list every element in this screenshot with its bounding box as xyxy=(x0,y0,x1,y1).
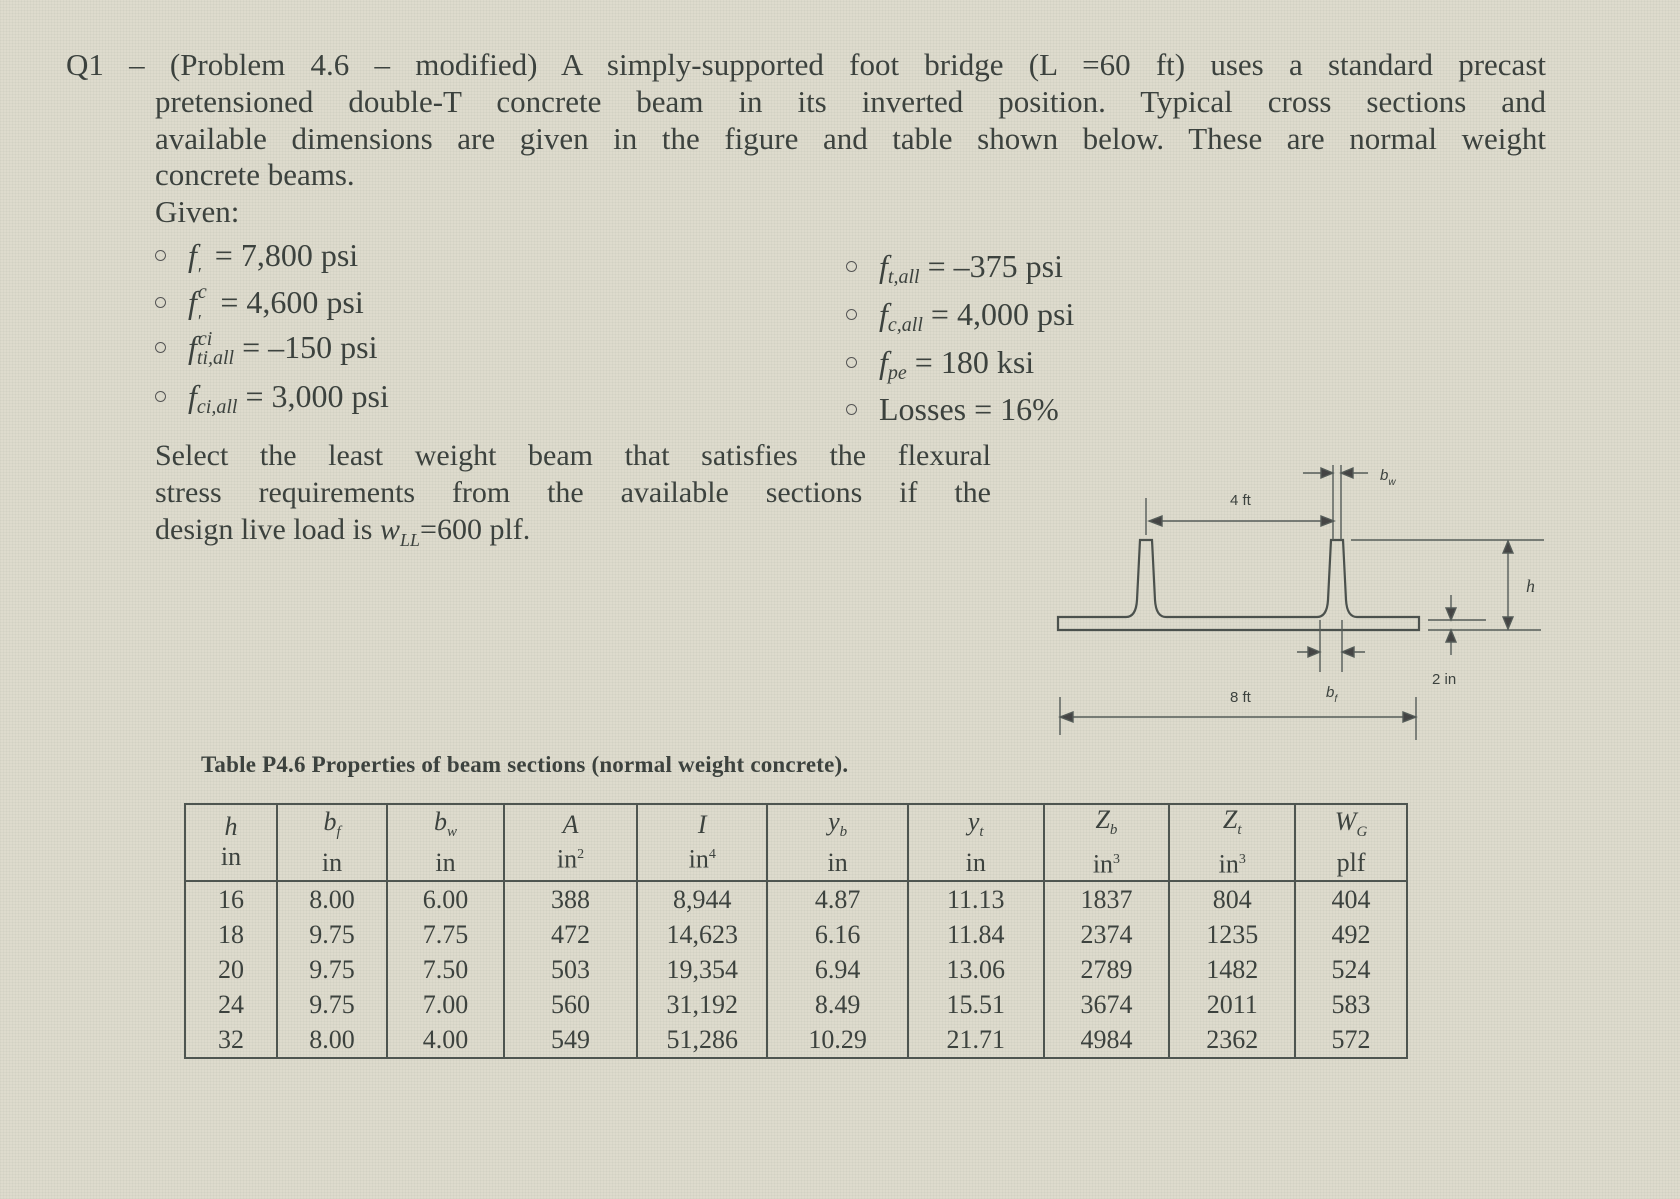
header-unit: in xyxy=(321,847,343,877)
table-cell: 9.75 xyxy=(277,917,387,952)
header-unit: in xyxy=(556,844,578,874)
dimension-label-bw: $b_w$ xyxy=(1380,467,1396,488)
header-symbol: A xyxy=(562,810,579,840)
dimension-label-bf: $b_f$ xyxy=(1326,684,1338,705)
dimension-label-2in: 2 in xyxy=(1432,671,1457,688)
column-header xyxy=(1044,804,1170,881)
variable-symbol: f xyxy=(879,296,888,332)
header-subscript: t xyxy=(1237,822,1242,839)
given-value: = 4,600 psi xyxy=(220,284,364,320)
table-cell: 472 xyxy=(504,917,637,952)
table-cell: 51,286 xyxy=(637,1022,767,1058)
header-subscript: G xyxy=(1356,824,1368,841)
table-cell: 14,623 xyxy=(637,917,767,952)
header-subscript: b xyxy=(839,824,848,841)
table-cell: 549 xyxy=(504,1022,637,1058)
table-cell: 2362 xyxy=(1169,1022,1295,1058)
table-cell: 15.51 xyxy=(908,987,1044,1022)
header-symbol: W xyxy=(1334,807,1357,837)
live-load-symbol: w xyxy=(379,513,400,546)
header-symbol: b xyxy=(434,807,447,837)
table-row xyxy=(185,1022,1407,1058)
column-header xyxy=(277,804,387,881)
table-cell: 13.06 xyxy=(908,952,1044,987)
instruction-text: design live load is xyxy=(155,513,380,546)
table-cell: 6.00 xyxy=(387,881,504,917)
header-symbol: b xyxy=(323,807,337,837)
table-cell: 6.94 xyxy=(767,952,908,987)
table-caption: Table P4.6 Properties of beam sections (normal weight concrete). xyxy=(201,752,849,777)
variable-symbol: f xyxy=(188,237,197,273)
table-cell: 9.75 xyxy=(277,952,387,987)
column-header xyxy=(1169,804,1295,881)
table-cell: 6.16 xyxy=(767,917,908,952)
live-load-subscript: LL xyxy=(400,530,421,550)
header-subscript: t xyxy=(979,824,984,841)
table-cell: 492 xyxy=(1295,917,1407,952)
given-value: = –375 psi xyxy=(927,248,1063,284)
table-cell: 1235 xyxy=(1169,917,1295,952)
table-cell: 524 xyxy=(1295,952,1407,987)
header-unit: in xyxy=(827,847,848,877)
table-cell: 7.75 xyxy=(387,917,504,952)
table-row xyxy=(185,881,1407,917)
table-cell: 8.00 xyxy=(277,881,387,917)
header-unit-exponent: 3 xyxy=(1238,852,1246,868)
problem-text: Q1 – (Problem 4.6 – modified) A simply-supported foot bridge (L =60 ft) uses a standard precast xyxy=(66,47,1546,82)
problem-line-4: concrete beams. xyxy=(155,157,355,192)
given-value: = 180 ksi xyxy=(914,344,1035,380)
table-cell: 388 xyxy=(504,881,637,917)
given-value: = –150 psi xyxy=(242,329,378,365)
header-unit: in xyxy=(435,847,456,877)
variable-subscript: ci,all xyxy=(196,396,238,418)
table-cell: 8,944 xyxy=(637,881,767,917)
table-cell: 2011 xyxy=(1169,987,1295,1022)
table-cell: 4984 xyxy=(1044,1022,1170,1058)
header-unit: in xyxy=(220,842,242,872)
variable-subscript: c xyxy=(197,281,207,303)
given-value: = 4,000 psi xyxy=(930,296,1075,332)
table-cell: 583 xyxy=(1295,987,1407,1022)
variable-symbol: f xyxy=(879,344,888,380)
table-cell: 2789 xyxy=(1044,952,1170,987)
header-symbol: Z xyxy=(1222,805,1238,834)
variable-symbol: f xyxy=(188,378,197,414)
header-unit: plf xyxy=(1336,847,1366,877)
instruction-line: stress requirements from the available sections if the xyxy=(155,476,991,509)
header-unit: in xyxy=(688,844,709,874)
table-cell: 503 xyxy=(504,952,637,987)
problem-text: available dimensions are given in the figure and table shown below. These are normal weight xyxy=(155,121,1546,156)
table-cell: 21.71 xyxy=(908,1022,1044,1058)
column-header xyxy=(387,804,504,881)
table-row xyxy=(185,952,1407,987)
header-symbol: Z xyxy=(1095,805,1110,834)
header-unit: in xyxy=(1092,849,1114,879)
instruction-text: =600 plf. xyxy=(420,513,531,546)
table-cell: 31,192 xyxy=(637,987,767,1022)
header-symbol: I xyxy=(697,810,707,840)
header-symbol: h xyxy=(224,812,238,842)
prime-mark: ′ xyxy=(197,311,202,331)
table-cell: 11.84 xyxy=(908,917,1044,952)
dimension-label-h: h xyxy=(1526,576,1535,596)
given-value: = 3,000 psi xyxy=(245,378,389,414)
table-row xyxy=(185,987,1407,1022)
header-unit-exponent: 4 xyxy=(708,847,716,863)
table-cell: 19,354 xyxy=(637,952,767,987)
variable-subscript: ci xyxy=(197,328,213,350)
table-cell: 16 xyxy=(185,881,277,917)
header-symbol: y xyxy=(967,807,980,837)
variable-symbol: f xyxy=(879,248,888,284)
header-unit-exponent: 3 xyxy=(1113,852,1121,868)
table-cell: 4.87 xyxy=(767,881,908,917)
dimension-label-8ft: 8 ft xyxy=(1230,689,1251,706)
header-symbol: y xyxy=(828,807,840,837)
beam-outline xyxy=(1058,540,1419,630)
table-cell: 7.50 xyxy=(387,952,504,987)
table-cell: 4.00 xyxy=(387,1022,504,1058)
variable-subscript: pe xyxy=(887,362,907,384)
dimension-lines xyxy=(1060,465,1544,740)
variable-symbol: f xyxy=(188,329,197,365)
header-subscript: b xyxy=(1109,822,1118,839)
variable-subscript: t,all xyxy=(887,266,920,288)
instruction-line: Select the least weight beam that satisfies the flexural xyxy=(155,439,991,472)
dimension-label-4ft: 4 ft xyxy=(1230,492,1251,509)
variable-subscript: ti,all xyxy=(196,347,235,369)
column-header xyxy=(767,804,908,881)
column-header xyxy=(908,804,1044,881)
table-cell: 2374 xyxy=(1044,917,1170,952)
table-cell: 404 xyxy=(1295,881,1407,917)
column-header xyxy=(1295,804,1407,881)
table-cell: 8.49 xyxy=(767,987,908,1022)
table-cell: 560 xyxy=(504,987,637,1022)
header-unit-exponent: 2 xyxy=(577,847,585,863)
header-unit: in xyxy=(965,847,986,877)
variable-symbol: f xyxy=(188,284,197,320)
column-header xyxy=(637,804,767,881)
table-cell: 18 xyxy=(185,917,277,952)
prime-mark: ′ xyxy=(197,264,202,284)
header-subscript: w xyxy=(447,824,458,841)
column-header xyxy=(185,804,277,881)
header-unit: in xyxy=(1218,849,1239,879)
table-cell: 7.00 xyxy=(387,987,504,1022)
variable-subscript: c,all xyxy=(887,314,923,336)
problem-text: pretensioned double-T concrete beam in its inverted position. Typical cross sections and xyxy=(155,84,1546,119)
given-heading: Given: xyxy=(155,194,240,229)
table-cell: 572 xyxy=(1295,1022,1407,1058)
table-cell: 1837 xyxy=(1044,881,1170,917)
header-subscript: f xyxy=(336,824,341,841)
table-cell: 1482 xyxy=(1169,952,1295,987)
table-body xyxy=(185,881,1407,1058)
table-header-row xyxy=(185,804,1407,881)
given-value: = 7,800 psi xyxy=(214,237,359,273)
beam-properties-table xyxy=(184,803,1408,1059)
table-cell: 8.00 xyxy=(277,1022,387,1058)
table-cell: 3674 xyxy=(1044,987,1170,1022)
table-cell: 9.75 xyxy=(277,987,387,1022)
table-cell: 32 xyxy=(185,1022,277,1058)
given-value: Losses = 16% xyxy=(879,391,1059,427)
table-row xyxy=(185,917,1407,952)
column-header xyxy=(504,804,637,881)
table-cell: 24 xyxy=(185,987,277,1022)
table-cell: 10.29 xyxy=(767,1022,908,1058)
table-cell: 20 xyxy=(185,952,277,987)
table-cell: 11.13 xyxy=(908,881,1044,917)
table-cell: 804 xyxy=(1169,881,1295,917)
